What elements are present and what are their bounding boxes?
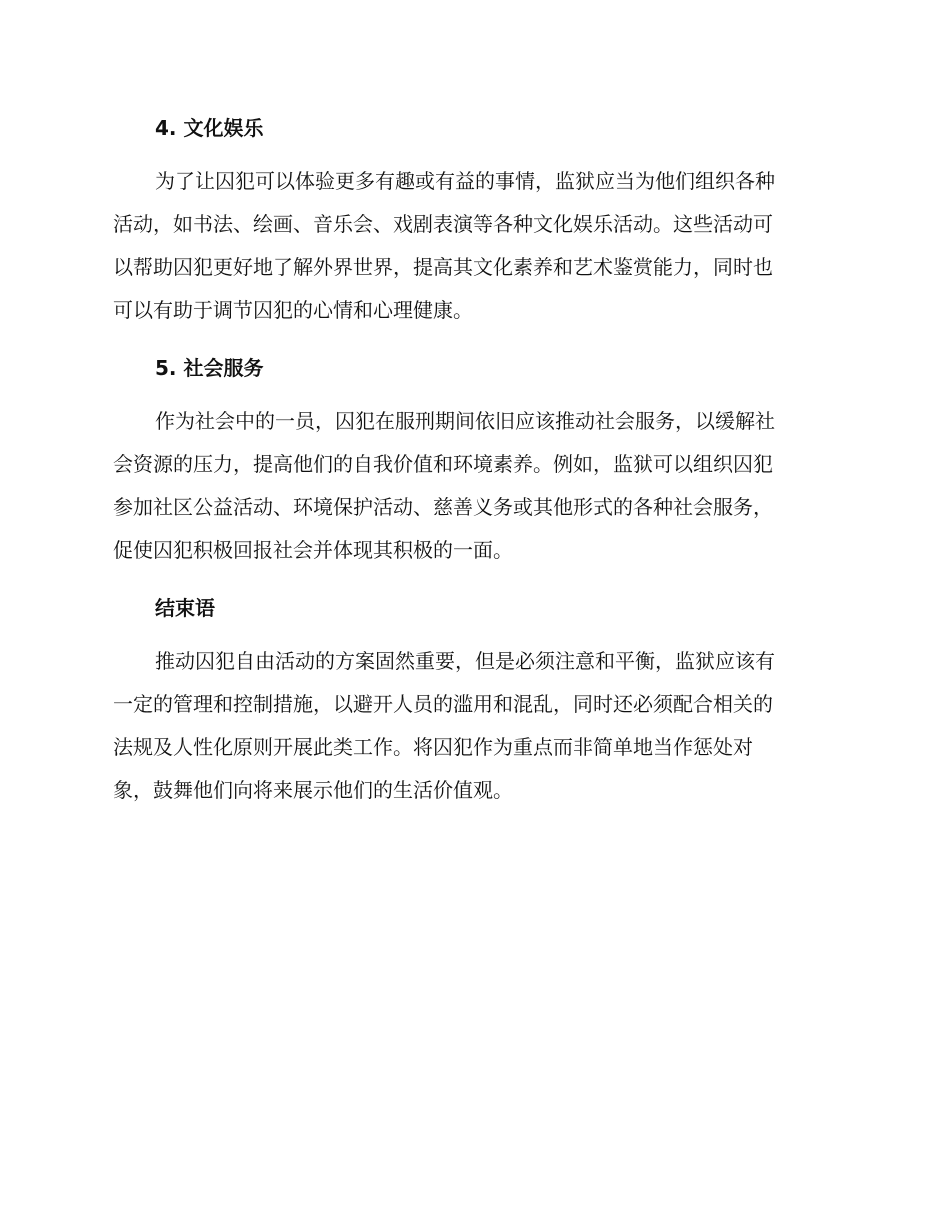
- paragraph-line: 作为社会中的一员，囚犯在服刑期间依旧应该推动社会服务，以缓解社: [155, 409, 775, 433]
- paragraph-line: 法规及人性化原则开展此类工作。将囚犯作为重点而非简单地当作惩处对: [113, 735, 753, 759]
- paragraph-line: 活动，如书法、绘画、音乐会、戏剧表演等各种文化娱乐活动。这些活动可: [113, 212, 773, 236]
- section-conclusion: [113, 588, 835, 812]
- section-cultural-entertainment: [113, 108, 835, 332]
- section-paragraph: [113, 400, 835, 572]
- section-paragraph: [113, 640, 835, 812]
- section-social-service: [113, 348, 835, 572]
- paragraph-line: 以帮助囚犯更好地了解外界世界，提高其文化素养和艺术鉴赏能力，同时也: [113, 255, 773, 279]
- paragraph-line: 参加社区公益活动、环境保护活动、慈善义务或其他形式的各种社会服务，: [113, 495, 773, 519]
- paragraph-line: 促使囚犯积极回报社会并体现其积极的一面。: [113, 538, 513, 562]
- paragraph-line: 可以有助于调节囚犯的心情和心理健康。: [113, 298, 473, 322]
- paragraph-line: 会资源的压力，提高他们的自我价值和环境素养。例如，监狱可以组织囚犯: [113, 452, 773, 476]
- section-paragraph: [113, 160, 835, 332]
- paragraph-line: 象，鼓舞他们向将来展示他们的生活价值观。: [113, 778, 513, 802]
- paragraph-line: 一定的管理和控制措施，以避开人员的滥用和混乱，同时还必须配合相关的: [113, 692, 773, 716]
- paragraph-line: 为了让囚犯可以体验更多有趣或有益的事情，监狱应当为他们组织各种: [155, 169, 775, 193]
- section-heading: 4. 文化娱乐: [155, 116, 264, 140]
- section-heading: 结束语: [155, 596, 215, 620]
- document-page: [113, 108, 835, 828]
- section-heading: 5. 社会服务: [155, 356, 264, 380]
- paragraph-line: 推动囚犯自由活动的方案固然重要，但是必须注意和平衡，监狱应该有: [155, 649, 775, 673]
